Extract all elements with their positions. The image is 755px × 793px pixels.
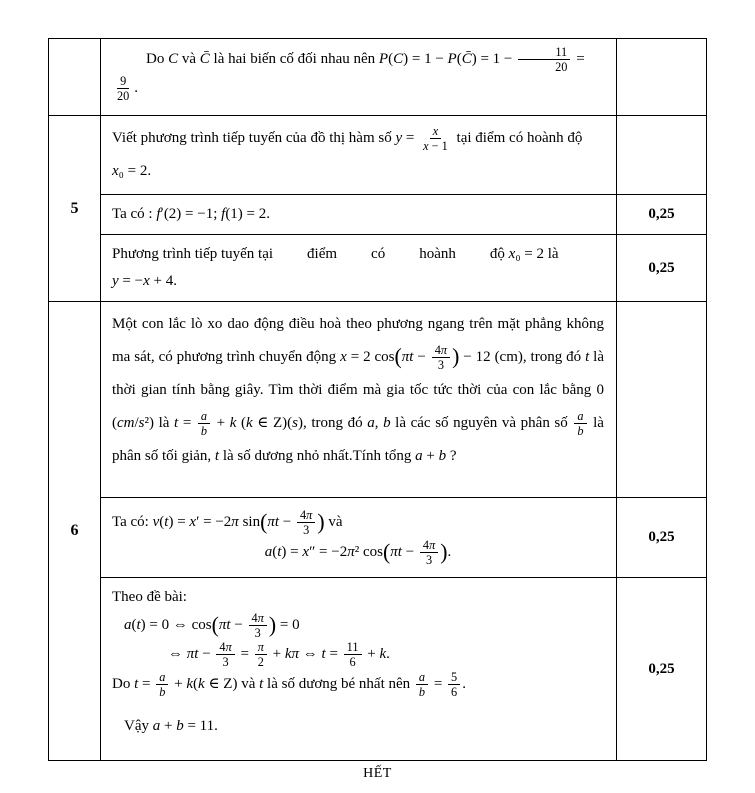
solution-line: Do C và C̄ là hai biến cố đối nhau nên P(C) = 1 − P(C̄) = 1 − $\frac{11}{20}$ =	[146, 45, 585, 75]
solution-line: Ta có : f′(2) = −1; f(1) = 2.	[112, 206, 271, 222]
solution-line: Vậy a + b = 11.	[124, 717, 218, 734]
solution-cell	[101, 498, 616, 577]
score-cell: 0,25	[616, 235, 706, 301]
score-cell: 0,25	[616, 195, 706, 234]
end-marker: HẾT	[363, 766, 392, 781]
question-statement	[101, 116, 616, 194]
solution-line: Theo đề bài:	[112, 589, 187, 605]
statement-subrow	[101, 302, 706, 497]
score-cell: 0,25	[616, 498, 706, 577]
solution-line: Do t = $\frac{a}{b}$ + k(k ∈ Z) và t là số dương bé nhất nên $\frac{a}{b}$ = $\frac{5}{6}$ .	[112, 669, 466, 699]
solution-subrow	[101, 577, 706, 760]
score-cell: 0,25	[616, 578, 706, 760]
statement-subrow	[101, 116, 706, 194]
solution-subrow	[101, 194, 706, 234]
solution-line: $\frac{9}{20}$ .	[117, 74, 139, 104]
row-question5	[49, 115, 706, 301]
question-number-cell: 5	[49, 116, 101, 301]
solution-cell	[101, 39, 616, 115]
solution-subrow	[101, 234, 706, 301]
document-page	[0, 38, 755, 782]
solution-line: y = −x + 4.	[112, 273, 177, 289]
question-number-cell	[49, 39, 101, 115]
row-body	[101, 116, 706, 301]
statement-line: x₀ = 2.	[112, 163, 152, 179]
row-body	[101, 302, 706, 760]
solution-subrow	[101, 497, 706, 577]
score-cell	[616, 116, 706, 194]
solution-cell	[101, 235, 616, 301]
statement-line: Viết phương trình tiếp tuyến của đồ thị hàm số y = $\frac{x}{x - 1}$ tại điểm có hoành độ	[112, 123, 583, 154]
row-body	[101, 39, 706, 115]
row-question4-continued	[49, 39, 706, 115]
solution-cell	[101, 578, 616, 760]
score-cell	[616, 39, 706, 115]
question-number-cell: 6	[49, 302, 101, 760]
row-question6	[49, 301, 706, 760]
solution-subrow	[101, 39, 706, 115]
statement-line: Một con lắc lò xo dao động điều hoà theo phương ngang trên mặt phẳng không ma sát, có phương trình chuyển động x = 2 cos(πt − $\frac{4\pi}{3}$ ) − 12 (cm), trong đó t là thời gian tính bằng giây. Tìm thời điểm mà gia tốc tức thời của con lắc bằng 0 (cm/s²) là t = $\frac{a}{b}$ + k (k ∈ Z)(s), trong đó a, b là các số nguyên và phân số $\frac{a}{b}$ là phân số tối giản, t là số dương nhỏ nhất.Tính tổng a + b ?	[112, 316, 605, 464]
score-cell	[616, 302, 706, 497]
solution-line: a(t) = x″ = −2π² cos(πt − $\frac{4\pi}{3}$ ).	[264, 537, 452, 567]
solution-line: a(t) = 0 ⇔ cos(πt − $\frac{4\pi}{3}$ ) = 0	[124, 611, 300, 641]
solution-line: ⇔ πt − $\frac{4\pi}{3}$ = $\frac{\pi}{2}$ + kπ ⇔ t = $\frac{11}{6}$ + k.	[168, 640, 390, 670]
question-statement	[101, 302, 616, 497]
solution-line: Ta có: v(t) = x′ = −2π sin(πt − $\frac{4\pi}{3}$ ) và	[112, 508, 343, 538]
grading-table	[48, 38, 707, 761]
solution-line: Phương trình tiếp tuyến tại điểm có hoành độ x₀ = 2 là	[112, 246, 559, 262]
solution-cell	[101, 195, 616, 234]
